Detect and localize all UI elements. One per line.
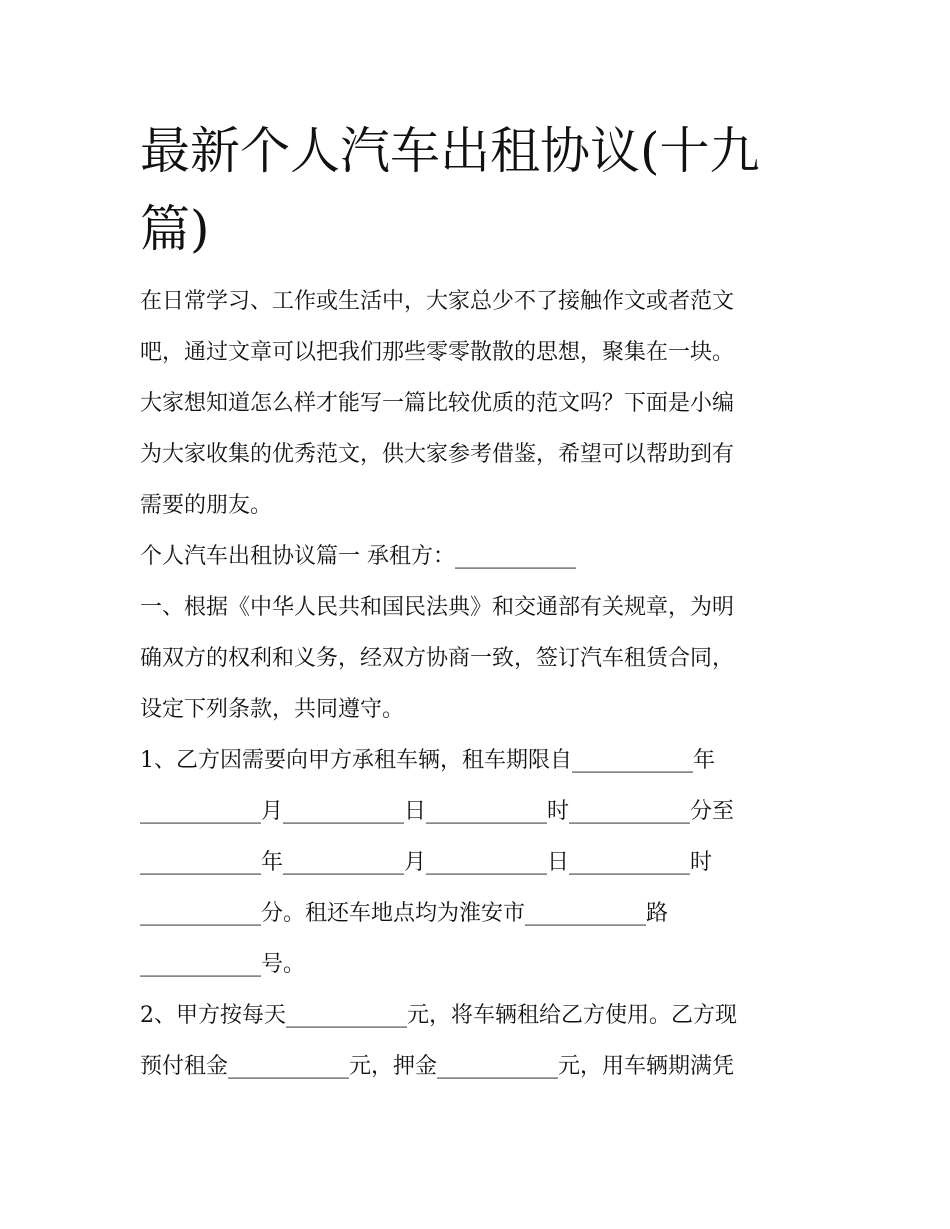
body-line: 1、乙方因需要向甲方承租车辆，租车期限自___________年 — [140, 748, 715, 773]
title-line-1: 最新个人汽车出租协议(十九 — [140, 122, 760, 180]
body-line: 个人汽车出租协议篇一 承租方：___________ — [140, 544, 576, 569]
document-body — [140, 276, 830, 1092]
body-line: ___________年___________月___________日___________时 — [140, 850, 713, 875]
body-line: ___________分。租还车地点均为淮安市___________路 — [140, 901, 669, 926]
body-line: 大家想知道怎么样才能写一篇比较优质的范文吗？下面是小编 — [140, 391, 735, 416]
body-line: 在日常学习、工作或生活中，大家总少不了接触作文或者范文 — [140, 289, 735, 314]
body-line: ___________号。 — [140, 952, 306, 977]
document-title — [140, 112, 820, 268]
body-line: ___________月___________日___________时___________分至 — [140, 799, 735, 824]
body-line: 需要的朋友。 — [140, 493, 273, 518]
body-line: 为大家收集的优秀范文，供大家参考借鉴，希望可以帮助到有 — [140, 442, 735, 467]
body-line: 2、甲方按每天___________元，将车辆租给乙方使用。乙方现 — [140, 1003, 737, 1028]
body-line: 预付租金___________元，押金___________元，用车辆期满凭 — [140, 1054, 735, 1079]
body-line: 吧，通过文章可以把我们那些零零散散的思想，聚集在一块。 — [140, 340, 735, 365]
title-line-2: 篇) — [140, 200, 210, 258]
body-line: 一、根据《中华人民共和国民法典》和交通部有关规章，为明 — [140, 595, 735, 620]
body-line: 确双方的权利和义务，经双方协商一致，签订汽车租赁合同， — [140, 646, 735, 671]
body-line: 设定下列条款，共同遵守。 — [140, 697, 405, 722]
